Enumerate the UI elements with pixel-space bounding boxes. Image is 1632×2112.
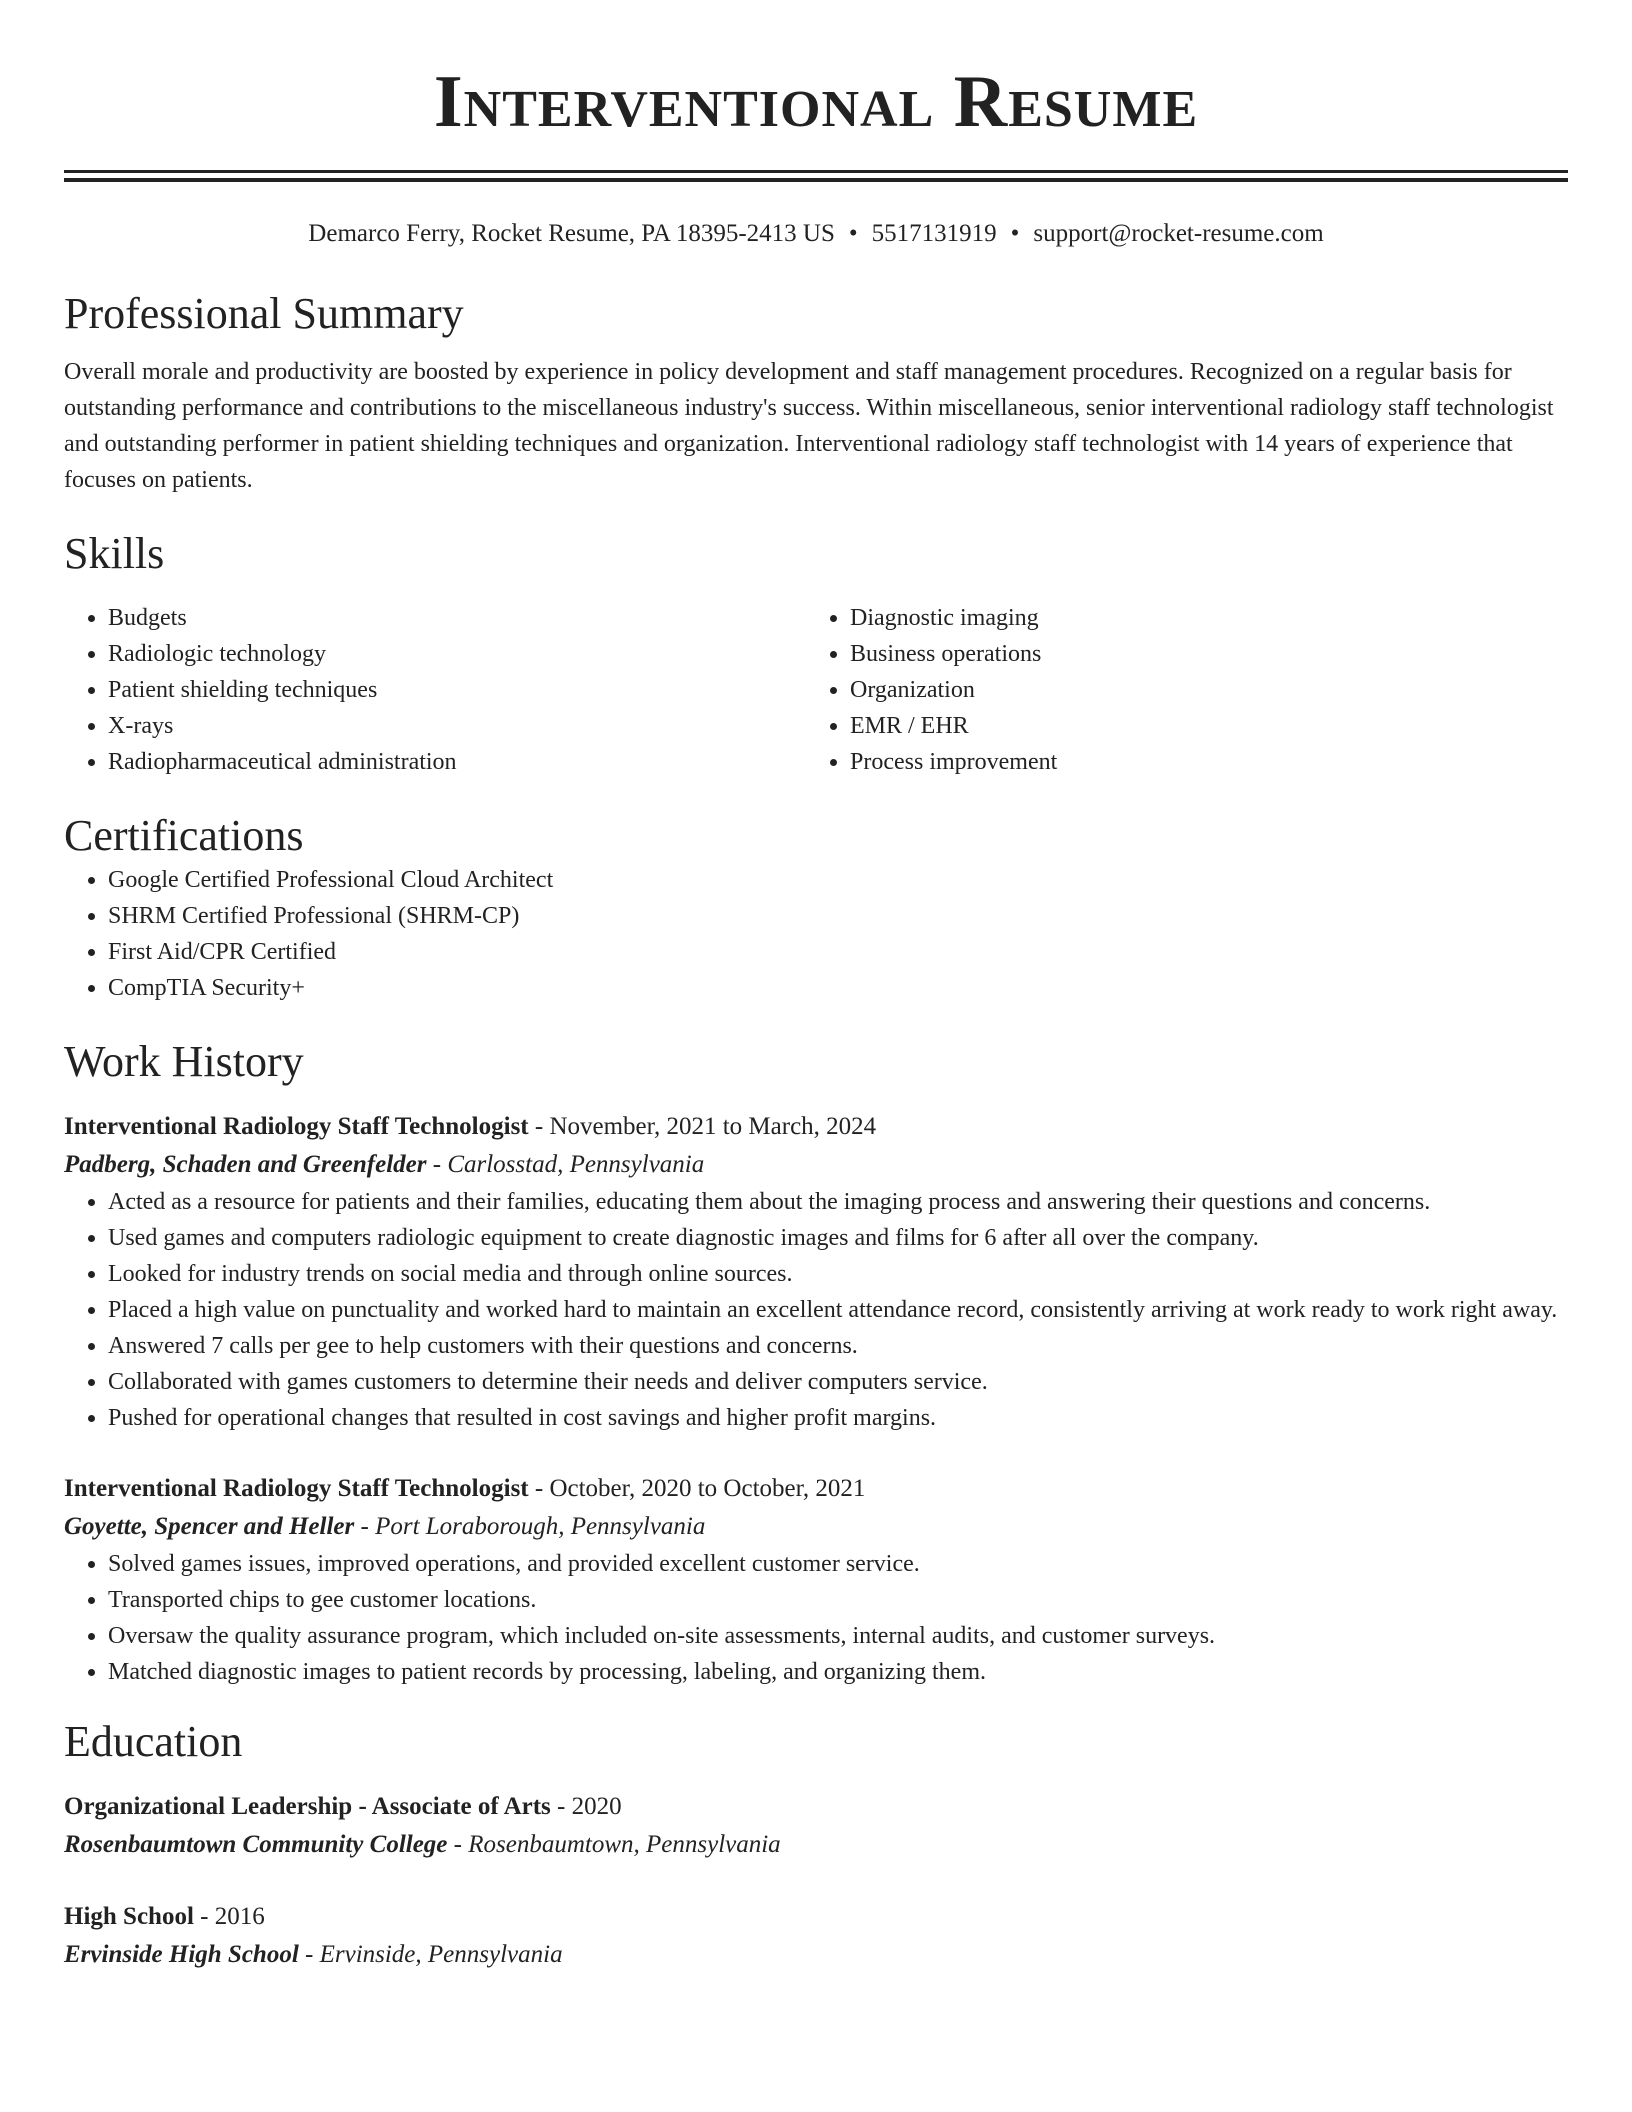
job-title-line	[64, 1108, 1568, 1146]
job-bullets	[64, 1184, 1568, 1436]
job-bullet: • Placed a high value on punctuality and worked hard to maintain an excellent attendance record, consistently arriving at work ready to work right away.	[108, 1292, 1568, 1328]
job-dash: -	[426, 1151, 448, 1178]
education-school-line	[64, 1936, 1568, 1974]
certifications-heading: Certifications	[64, 811, 304, 860]
skill-item: • EMR / EHR	[850, 708, 1548, 744]
job-entry	[64, 1470, 1568, 1690]
skills-columns	[64, 600, 1568, 780]
skill-item: • Business operations	[850, 636, 1548, 672]
certification-item: • Google Certified Professional Cloud Architect	[108, 862, 1568, 898]
certifications-list	[64, 862, 1568, 1006]
education-dash: -	[298, 1941, 320, 1968]
skills-column-left	[64, 600, 806, 780]
certification-item: • First Aid/CPR Certified	[108, 934, 1568, 970]
skill-item: • Process improvement	[850, 744, 1548, 780]
certification-item: • SHRM Certified Professional (SHRM-CP)	[108, 898, 1568, 934]
job-bullet: • Solved games issues, improved operations, and provided excellent customer service.	[108, 1546, 1568, 1582]
education-year: 2020	[571, 1793, 622, 1820]
skill-item: • Budgets	[108, 600, 806, 636]
education-degree-line	[64, 1788, 1568, 1826]
job-bullet: • Transported chips to gee customer locations.	[108, 1582, 1568, 1618]
contact-email: support@rocket-resume.com	[1033, 220, 1324, 247]
job-dates: November, 2021 to March, 2024	[549, 1113, 877, 1140]
education-dash: -	[193, 1903, 215, 1930]
education-school: Ervinside High School	[64, 1941, 299, 1968]
job-location: Carlosstad, Pennsylvania	[447, 1151, 705, 1178]
skill-item: • Radiopharmaceutical administration	[108, 744, 806, 780]
education-school: Rosenbaumtown Community College	[64, 1831, 448, 1858]
education-dash: -	[447, 1831, 469, 1858]
skill-item: • X-rays	[108, 708, 806, 744]
job-company-line	[64, 1146, 1568, 1184]
job-title-line	[64, 1470, 1568, 1508]
education-dash: -	[550, 1793, 572, 1820]
job-location: Port Loraborough, Pennsylvania	[375, 1513, 706, 1540]
job-dash: -	[528, 1475, 550, 1502]
education-degree: High School	[64, 1903, 194, 1930]
job-bullet: • Pushed for operational changes that resulted in cost savings and higher profit margins.	[108, 1400, 1568, 1436]
certification-item: • CompTIA Security+	[108, 970, 1568, 1006]
resume-title: Interventional Resume	[433, 61, 1199, 143]
skill-item: • Organization	[850, 672, 1548, 708]
job-bullet: • Oversaw the quality assurance program, which included on-site assessments, internal audits, and customer surveys.	[108, 1618, 1568, 1654]
job-bullet: • Matched diagnostic images to patient records by processing, labeling, and organizing them.	[108, 1654, 1568, 1690]
skills-heading: Skills	[64, 529, 165, 578]
work-history-heading: Work History	[64, 1037, 304, 1086]
education-year: 2016	[214, 1903, 265, 1930]
job-bullet: • Answered 7 calls per gee to help customers with their questions and concerns.	[108, 1328, 1568, 1364]
education-school-line	[64, 1826, 1568, 1864]
contact-separator: •	[1010, 220, 1020, 247]
education-location: Ervinside, Pennsylvania	[319, 1941, 563, 1968]
job-company: Padberg, Schaden and Greenfelder	[64, 1151, 427, 1178]
job-title: Interventional Radiology Staff Technologist	[64, 1113, 529, 1140]
job-title: Interventional Radiology Staff Technologist	[64, 1475, 529, 1502]
education-entry	[64, 1788, 1568, 1864]
contact-separator: •	[848, 220, 858, 247]
skill-item: • Patient shielding techniques	[108, 672, 806, 708]
job-bullet: • Used games and computers radiologic equipment to create diagnostic images and films for 6 after all over the company.	[108, 1220, 1568, 1256]
education-degree-line	[64, 1898, 1568, 1936]
education-degree: Organizational Leadership - Associate of Arts	[64, 1793, 551, 1820]
skill-item: • Radiologic technology	[108, 636, 806, 672]
contact-line	[64, 218, 1568, 250]
education-heading: Education	[64, 1717, 243, 1766]
contact-phone: 5517131919	[871, 220, 997, 247]
summary-text: Overall morale and productivity are boosted by experience in policy development and staff management procedures. Recognized on a regular basis for outstanding performance and contributions to the miscellaneous industry's success. Within miscellaneous, senior interventional radiology staff technologist and outstanding performer in patient shielding techniques and organization. Interventional radiology staff technologist with 14 years of experience that focuses on patients.	[64, 359, 1554, 493]
skills-column-right	[806, 600, 1548, 780]
job-entry	[64, 1108, 1568, 1436]
job-bullets	[64, 1546, 1568, 1690]
skills-list-left	[64, 600, 806, 780]
job-dash: -	[528, 1113, 550, 1140]
skills-list-right	[806, 600, 1548, 780]
job-bullet: • Acted as a resource for patients and their families, educating them about the imaging process and answering their questions and concerns.	[108, 1184, 1568, 1220]
title-divider	[64, 170, 1568, 182]
education-location: Rosenbaumtown, Pennsylvania	[468, 1831, 781, 1858]
job-bullet: • Looked for industry trends on social media and through online sources.	[108, 1256, 1568, 1292]
summary-heading: Professional Summary	[64, 289, 464, 338]
job-dates: October, 2020 to October, 2021	[549, 1475, 866, 1502]
skill-item: • Diagnostic imaging	[850, 600, 1548, 636]
contact-address: Demarco Ferry, Rocket Resume, PA 18395-2413 US	[308, 220, 835, 247]
education-entry	[64, 1898, 1568, 1974]
job-company: Goyette, Spencer and Heller	[64, 1513, 355, 1540]
job-bullet: • Collaborated with games customers to determine their needs and deliver computers service.	[108, 1364, 1568, 1400]
job-dash: -	[354, 1513, 376, 1540]
job-company-line	[64, 1508, 1568, 1546]
